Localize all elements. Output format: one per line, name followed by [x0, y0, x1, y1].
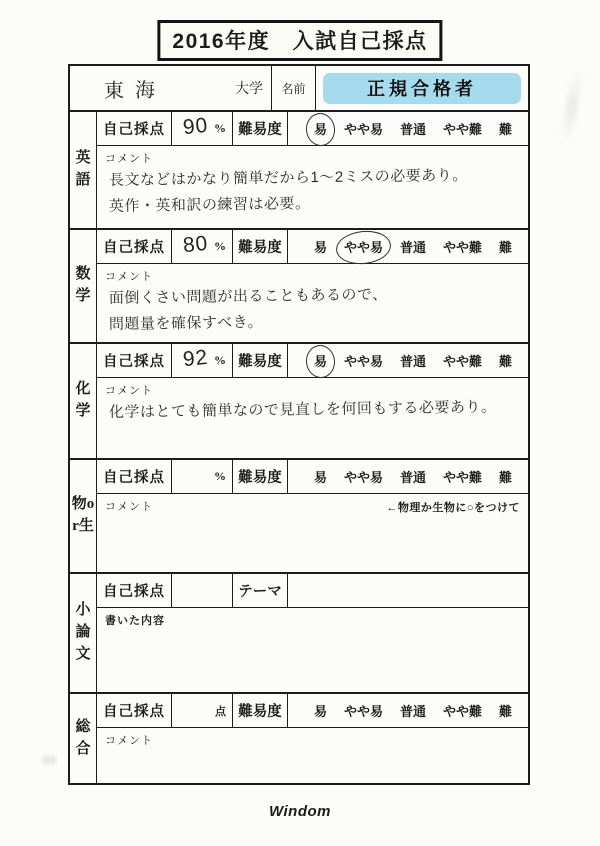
score-row — [97, 112, 528, 146]
comment-area — [97, 378, 528, 458]
comment-label: コメント — [105, 271, 153, 283]
comment-area — [97, 494, 528, 572]
difficulty-option-hard: 難 — [498, 240, 512, 255]
difficulty-option-somewhat-hard: やや難 — [442, 240, 482, 255]
self-score-field — [172, 694, 233, 727]
self-score-label: 自己採点 — [97, 112, 172, 145]
self-score-label: 自己採点 — [97, 344, 172, 377]
difficulty-option-easy: 易 — [314, 704, 328, 719]
comment-line: 面倒くさい問題が出ることもあるので、 — [108, 286, 388, 307]
difficulty-option-hard: 難 — [498, 470, 512, 485]
footer-logo: Windom — [268, 803, 332, 820]
difficulty-option-somewhat-hard: やや難 — [442, 354, 482, 369]
self-score-field — [172, 574, 233, 607]
comment-line: 英作・英和訳の練習は必要。 — [108, 195, 311, 216]
comment-line: 問題量を確保すべき。 — [108, 314, 264, 334]
difficulty-option-easy: 易 — [314, 119, 327, 138]
page-title: 2016年度 入試自己採点 — [157, 20, 442, 61]
score-unit: % — [214, 121, 226, 135]
difficulty-label: 難易度 — [233, 694, 288, 727]
difficulty-option-somewhat-easy: やや易 — [343, 354, 383, 369]
comment-label: コメント — [105, 501, 153, 513]
difficulty-label: 難易度 — [233, 344, 288, 377]
difficulty-option-easy: 易 — [314, 351, 327, 370]
score-unit: % — [214, 353, 226, 367]
comment-area — [97, 146, 528, 228]
difficulty-options — [288, 460, 528, 493]
comment-line: 長文などはかなり簡単だから1〜2ミスの必要あり。 — [108, 166, 468, 189]
comment-label: コメント — [105, 153, 153, 165]
difficulty-option-somewhat-easy: やや易 — [343, 704, 383, 719]
section-essay — [70, 574, 528, 694]
difficulty-option-normal: 普通 — [399, 240, 426, 255]
written-content-label: 書いた内容 — [105, 615, 165, 627]
section-math — [70, 230, 528, 344]
difficulty-option-somewhat-easy: やや易 — [344, 237, 383, 256]
subject-label: 総合 — [70, 694, 97, 783]
scan-artifact — [559, 66, 585, 147]
subject-label: 英語 — [70, 112, 97, 228]
score-row — [97, 460, 528, 494]
difficulty-label: 難易度 — [233, 112, 288, 145]
section-physics-or-biology — [70, 460, 528, 574]
difficulty-label: 難易度 — [233, 460, 288, 493]
university-label: 大学 — [235, 82, 263, 97]
self-score-label: 自己採点 — [97, 694, 172, 727]
self-score-field — [172, 460, 233, 493]
score-unit: % — [214, 239, 226, 253]
self-score-field — [172, 112, 233, 145]
comment-line: 化学はとても簡単なので見直しを何回もする必要あり。 — [108, 398, 497, 421]
difficulty-option-somewhat-easy: やや易 — [343, 470, 383, 485]
table-header-row — [70, 66, 528, 112]
difficulty-option-hard: 難 — [498, 704, 512, 719]
section-total — [70, 694, 528, 783]
university-cell — [70, 66, 272, 110]
score-row — [97, 574, 528, 608]
subject-label: 物or生 — [70, 460, 97, 572]
comment-area — [97, 264, 528, 342]
comment-label: コメント — [105, 385, 153, 397]
comment-area — [97, 728, 528, 783]
difficulty-label: 難易度 — [233, 230, 288, 263]
score-row — [97, 694, 528, 728]
difficulty-options — [288, 230, 528, 263]
self-score-label: 自己採点 — [97, 230, 172, 263]
subject-label: 化学 — [70, 344, 97, 458]
name-label: 名前 — [272, 66, 316, 110]
university-name-value: 東海 — [103, 78, 167, 103]
self-score-field — [172, 230, 233, 263]
difficulty-options — [288, 112, 528, 145]
score-unit: 点 — [215, 705, 226, 718]
difficulty-option-normal: 普通 — [399, 354, 426, 369]
score-row — [97, 344, 528, 378]
section-chemistry — [70, 344, 528, 460]
difficulty-options — [288, 694, 528, 727]
result-badge: 正規合格者 — [323, 73, 521, 104]
score-unit: % — [214, 469, 226, 483]
self-score-label: 自己採点 — [97, 574, 172, 607]
difficulty-option-somewhat-hard: やや難 — [442, 470, 482, 485]
name-field — [316, 66, 528, 110]
difficulty-option-easy: 易 — [314, 240, 328, 255]
score-value: 90 — [181, 113, 210, 140]
score-sheet-table — [68, 64, 530, 785]
subject-label: 小論文 — [70, 574, 97, 692]
difficulty-option-normal: 普通 — [399, 704, 426, 719]
self-score-field — [172, 344, 233, 377]
comment-area — [97, 608, 528, 692]
difficulty-option-somewhat-hard: やや難 — [442, 122, 482, 137]
section-english — [70, 112, 528, 230]
score-value: 80 — [181, 231, 210, 258]
difficulty-option-easy: 易 — [314, 470, 328, 485]
score-row — [97, 230, 528, 264]
score-value: 92 — [181, 345, 210, 372]
theme-label: テーマ — [233, 574, 288, 607]
theme-field — [288, 574, 528, 607]
difficulty-option-hard: 難 — [498, 122, 512, 137]
self-score-label: 自己採点 — [97, 460, 172, 493]
difficulty-options — [288, 344, 528, 377]
difficulty-option-hard: 難 — [498, 354, 512, 369]
physics-biology-note: ←物理か生物に○をつけて — [386, 502, 520, 514]
difficulty-option-somewhat-hard: やや難 — [442, 704, 482, 719]
subject-label: 数学 — [70, 230, 97, 342]
difficulty-option-normal: 普通 — [399, 122, 426, 137]
difficulty-option-somewhat-easy: やや易 — [343, 122, 383, 137]
scan-artifact — [42, 756, 56, 764]
comment-label: コメント — [105, 735, 153, 747]
difficulty-option-normal: 普通 — [399, 470, 426, 485]
